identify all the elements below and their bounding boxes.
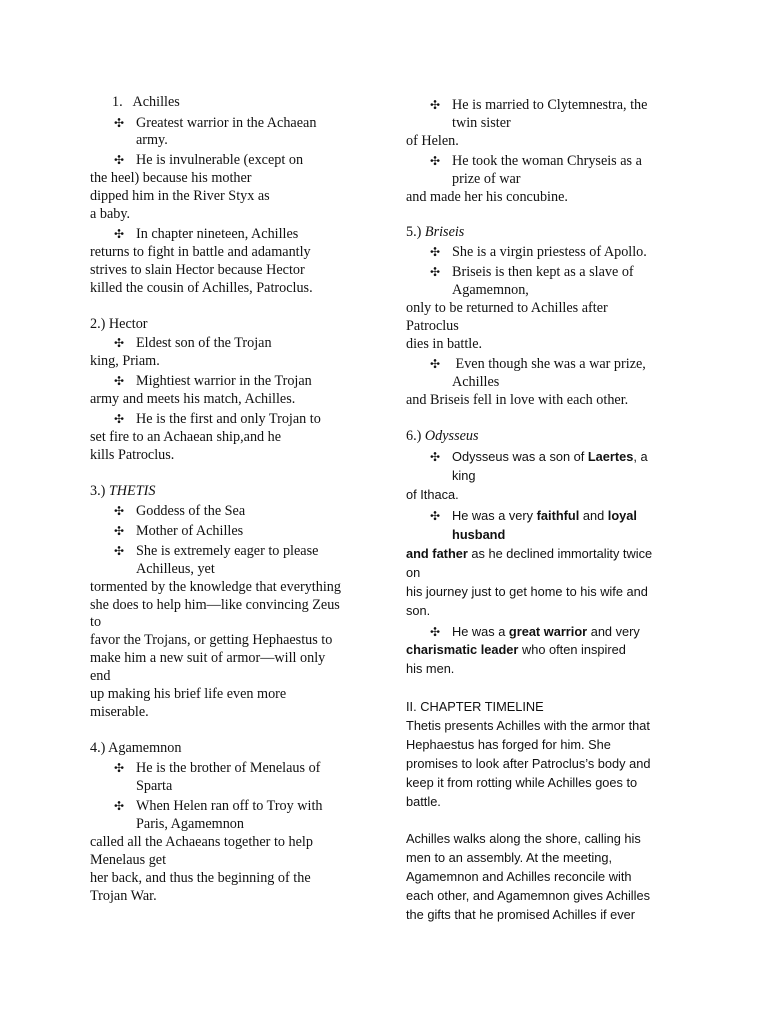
cross-bullet-icon: ✣ (430, 509, 441, 523)
cross-bullet-icon: ✣ (114, 504, 125, 518)
list-item-continuation: Achilles (452, 374, 500, 390)
text-line: her back, and thus the beginning of the (90, 870, 311, 886)
text-line: son. (406, 603, 431, 618)
list-item: ✣ Even though she was a war prize, (430, 356, 646, 372)
text-line: Hephaestus has forged for him. She (406, 737, 611, 752)
section-6-title: Odysseus (424, 428, 479, 444)
text-line: Thetis presents Achilles with the armor that (406, 718, 650, 733)
list-item-continuation: king (452, 468, 476, 483)
cross-bullet-icon: ✣ (114, 153, 125, 167)
text-line: a baby. (90, 206, 131, 222)
text-line: tormented by the knowledge that everything (90, 579, 341, 595)
list-item: ✣ Greatest warrior in the Achaean (114, 115, 317, 131)
text-line: only to be returned to Achilles after (406, 300, 608, 316)
list-item: ✣ She is a virgin priestess of Apollo. (430, 244, 647, 260)
list-item: ✣ In chapter nineteen, Achilles (114, 226, 299, 242)
list-item: ✣ She is extremely eager to please (114, 543, 319, 559)
text-line: set fire to an Achaean ship,and he (90, 429, 282, 445)
text-line: and father as he declined immortality twice (406, 546, 653, 561)
list-item: ✣ He is the first and only Trojan to (114, 411, 321, 427)
section-5-number: 5.) (406, 224, 422, 240)
cross-bullet-icon: ✣ (114, 799, 125, 813)
section-5-heading (406, 223, 464, 241)
list-item: ✣ Odysseus was a son of Laertes, a (430, 449, 648, 464)
cross-bullet-icon: ✣ (430, 450, 441, 464)
text-line: battle. (406, 794, 441, 809)
list-item-continuation: twin sister (452, 115, 511, 131)
text-line: end (90, 668, 111, 684)
text-line: of Helen. (406, 133, 459, 149)
text-line: up making his brief life even more (90, 686, 287, 702)
text-line: make him a new suit of armor—will only (90, 650, 326, 666)
text-line: the gifts that he promised Achilles if ever (406, 907, 636, 922)
text-line: Menelaus get (90, 852, 167, 868)
cross-bullet-icon: ✣ (430, 154, 441, 168)
cross-bullet-icon: ✣ (114, 227, 125, 241)
list-item: ✣ Briseis is then kept as a slave of (430, 264, 634, 280)
section-1-title: Achilles (132, 94, 180, 110)
text-line: kills Patroclus. (90, 447, 175, 463)
section-4-heading: 4.) Agamemnon (90, 740, 182, 756)
text-line: Agamemnon and Achilles reconcile with (406, 869, 632, 884)
cross-bullet-icon: ✣ (114, 374, 125, 388)
text-line: promises to look after Patroclus’s body and (406, 756, 651, 771)
cross-bullet-icon: ✣ (430, 625, 441, 639)
text-line: his journey just to get home to his wife and (406, 584, 648, 599)
list-item: ✣ He is the brother of Menelaus of (114, 760, 321, 776)
list-item-continuation: Paris, Agamemnon (136, 816, 244, 832)
text-line: king, Priam. (90, 353, 160, 369)
cross-bullet-icon: ✣ (430, 98, 441, 112)
list-item: ✣ Mother of Achilles (114, 523, 244, 539)
list-item-continuation: Agamemnon, (452, 282, 529, 298)
text-line: and made her his concubine. (406, 189, 568, 205)
cross-bullet-icon: ✣ (114, 524, 125, 538)
section-1-number: 1. (112, 94, 123, 110)
timeline-heading: II. CHAPTER TIMELINE (406, 699, 544, 714)
list-item-continuation: Achilleus, yet (136, 561, 215, 577)
text-line: favor the Trojans, or getting Hephaestus to (90, 632, 333, 648)
text-line: his men. (406, 661, 455, 676)
section-2-heading: 2.) Hector (90, 316, 148, 332)
text-line: she does to help him—like convincing Zeus (90, 597, 340, 613)
text-line: keep it from rotting while Achilles goes to (406, 775, 638, 790)
list-item: ✣ He was a very faithful and loyal (430, 508, 637, 523)
list-item: ✣ Eldest son of the Trojan (114, 335, 272, 351)
section-3-heading (90, 482, 155, 500)
text-line: dies in battle. (406, 336, 483, 352)
text-line: of Ithaca. (406, 487, 459, 502)
cross-bullet-icon: ✣ (114, 412, 125, 426)
text-line: dipped him in the River Styx as (90, 188, 270, 204)
cross-bullet-icon: ✣ (430, 265, 441, 279)
text-line: Trojan War. (90, 888, 157, 904)
list-item: ✣ When Helen ran off to Troy with (114, 798, 323, 814)
text-line: strives to slain Hector because Hector (90, 262, 305, 278)
text-line: returns to fight in battle and adamantly (90, 244, 311, 260)
list-item-continuation: prize of war (452, 171, 521, 187)
text-line: Patroclus (406, 318, 459, 334)
cross-bullet-icon: ✣ (430, 245, 441, 259)
text-line: called all the Achaeans together to help (90, 834, 313, 850)
list-item: ✣ Mightiest warrior in the Trojan (114, 373, 312, 389)
cross-bullet-icon: ✣ (430, 357, 441, 371)
text-line: Achilles walks along the shore, calling his (406, 831, 641, 846)
text-line: and Briseis fell in love with each other. (406, 392, 629, 408)
cross-bullet-icon: ✣ (114, 544, 125, 558)
section-3-title: THETIS (108, 483, 156, 499)
list-item: ✣ He was a great warrior and very (430, 624, 640, 639)
text-line: on (406, 565, 421, 580)
text-line: charismatic leader who often inspired (406, 642, 626, 657)
list-item-continuation: husband (452, 527, 506, 542)
text-line: each other, and Agamemnon gives Achilles (406, 888, 651, 903)
section-6-heading (406, 427, 479, 445)
text-line: army and meets his match, Achilles. (90, 391, 296, 407)
list-item-continuation: Sparta (136, 778, 173, 794)
text-line: to (90, 614, 102, 630)
text-line: the heel) because his mother (90, 170, 252, 186)
section-3-number: 3.) (90, 483, 106, 499)
text-line: killed the cousin of Achilles, Patroclus. (90, 280, 313, 296)
section-6-number: 6.) (406, 428, 422, 444)
list-item: ✣ He took the woman Chryseis as a (430, 153, 642, 169)
list-item: ✣ He is invulnerable (except on (114, 152, 304, 168)
text-line: miserable. (90, 704, 149, 720)
section-1-heading (112, 93, 180, 111)
list-item: ✣ Goddess of the Sea (114, 503, 246, 519)
text-line: men to an assembly. At the meeting, (406, 850, 613, 865)
cross-bullet-icon: ✣ (114, 761, 125, 775)
list-item: ✣ He is married to Clytemnestra, the (430, 97, 648, 113)
list-item-continuation: army. (136, 132, 168, 148)
cross-bullet-icon: ✣ (114, 336, 125, 350)
cross-bullet-icon: ✣ (114, 116, 125, 130)
section-5-title: Briseis (424, 224, 465, 240)
